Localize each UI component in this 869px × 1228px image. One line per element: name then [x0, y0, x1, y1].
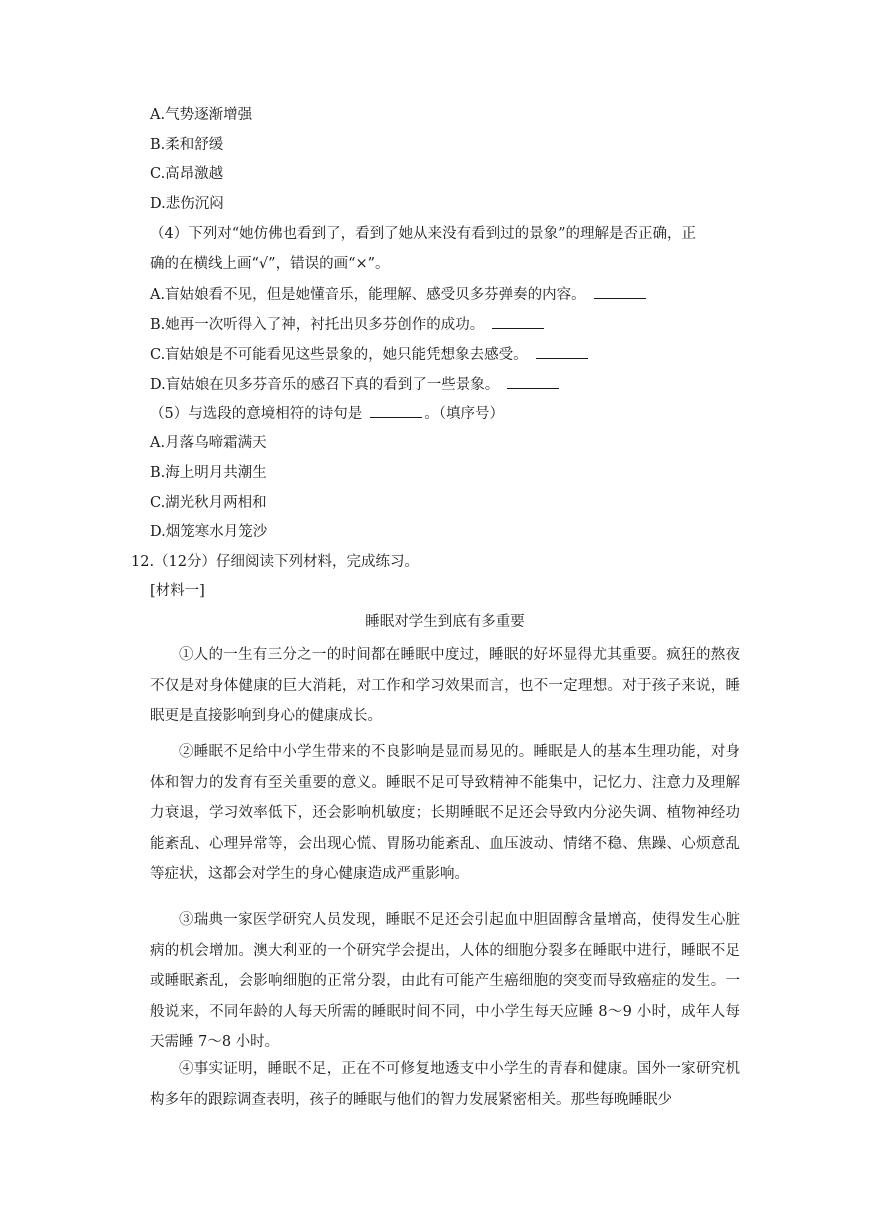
q4-item-c [150, 344, 588, 365]
q12-header: 12.（12分）仔细阅读下列材料，完成练习。 [131, 554, 420, 570]
q4-stem-line2: 确的在横线上画“√”，错误的画“×”。 [150, 256, 390, 272]
q4-answer-blank-c[interactable] [536, 344, 588, 359]
q4-item-a-text: A.盲姑娘看不见，但是她懂音乐，能理解、感受贝多芬弹奏的内容。 [150, 287, 586, 303]
article-paragraph-4: ④事实证明，睡眠不足，正在不可修复地透支中小学生的青春和健康。国外一家研究机构多年的跟踪调查表明，孩子的睡眠与他们的智力发展紧密相关。那些每晚睡眠少 [150, 1061, 740, 1108]
q3-option-d: D.悲伤沉闷 [150, 196, 224, 212]
q4-item-d-text: D.盲姑娘在贝多芬音乐的感召下真的看到了一些景象。 [150, 377, 500, 393]
q5-answer-blank[interactable] [370, 403, 422, 418]
q4-item-b-text: B.她再一次听得入了神，衬托出贝多芬创作的成功。 [150, 317, 485, 333]
q4-item-a [150, 284, 646, 305]
q4-answer-blank-d[interactable] [507, 374, 559, 389]
q4-item-d [150, 374, 559, 395]
article-paragraph-2: ②睡眠不足给中小学生带来的不良影响是显而易见的。睡眠是人的基本生理功能，对身体和智力的发育有至关重要的意义。睡眠不足可导致精神不能集中，记忆力、注意力及理解力衰退，学习效率低下，还会影响机敏度；长期睡眠不足还会导致内分泌失调、植物神经功能紊乱、心理异常等，会出现心慌、胃肠功能紊乱、血压波动、情绪不稳、焦躁、心烦意乱等症状，这都会对学生的身心健康造成严重影响。 [150, 744, 740, 882]
q4-answer-blank-b[interactable] [492, 314, 544, 329]
q3-option-c: C.高昂激越 [150, 166, 224, 182]
q4-answer-blank-a[interactable] [594, 284, 646, 299]
q5-option-a: A.月落乌啼霜满天 [150, 435, 267, 451]
q3-option-a: A.气势逐渐增强 [150, 107, 253, 123]
q4-item-b [150, 314, 544, 335]
q4-stem-line1: （4）下列对“她仿佛也看到了，看到了她从来没有看到过的景象”的理解是否正确，正 [150, 226, 697, 242]
article-paragraph-3: ③瑞典一家医学研究人员发现，睡眠不足还会引起血中胆固醇含量增高，使得发生心脏病的机会增加。澳大利亚的一个研究学会提出，人体的细胞分裂多在睡眠中进行，睡眠不足或睡眠紊乱，会影响细胞的正常分裂，由此有可能产生癌细胞的突变而导致癌症的发生。一般说来，不同年龄的人每天所需的睡眠时间不同，中小学生每天应睡 8～9 小时，成年人每天需睡 7～8 小时。 [150, 912, 740, 1050]
q5-stem [150, 403, 504, 424]
article-title: 睡眠对学生到底有多重要 [365, 614, 525, 630]
article-paragraph-1: ①人的一生有三分之一的时间都在睡眠中度过，睡眠的好坏显得尤其重要。疯狂的熬夜不仅是对身体健康的巨大消耗，对工作和学习效果而言，也不一定理想。对于孩子来说，睡眠更是直接影响到身心的健康成长。 [150, 647, 740, 724]
q5-option-c: C.湖光秋月两相和 [150, 495, 267, 511]
q5-stem-before: （5）与选段的意境相符的诗句是 [150, 406, 363, 422]
q3-option-b: B.柔和舒缓 [150, 137, 224, 153]
q5-option-d: D.烟笼寒水月笼沙 [150, 524, 268, 540]
q5-option-b: B.海上明月共潮生 [150, 465, 267, 481]
q5-stem-after: 。（填序号） [424, 406, 504, 422]
q4-item-c-text: C.盲姑娘是不可能看见这些景象的，她只能凭想象去感受。 [150, 347, 528, 363]
material-label: [材料一] [150, 583, 205, 599]
